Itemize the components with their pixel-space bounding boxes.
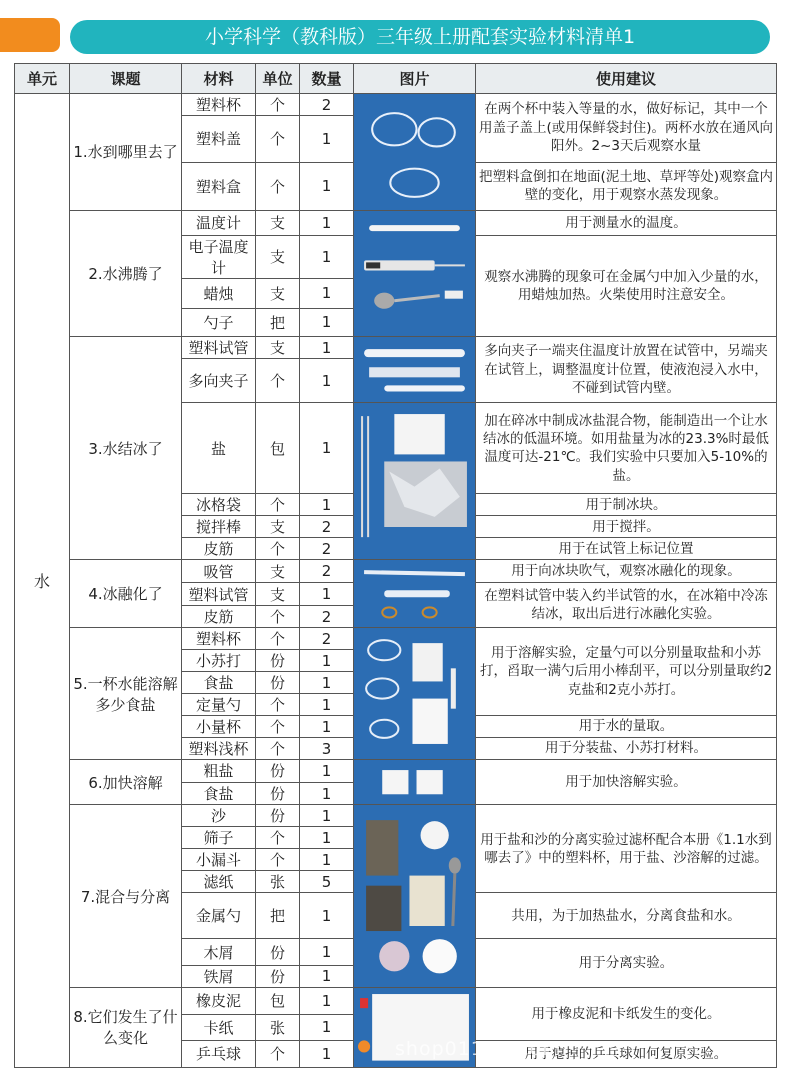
suggest-cell: 在塑料试管中装入约半试管的水，在冰箱中冷冻结冰，取出后进行冰融化实验。 (476, 583, 777, 628)
suggest-cell: 加在碎冰中制成冰盐混合物，能制造出一个让水结冰的低温环境。如用盐量为冰的23.3%时最低温度可达-21℃。我们实验中只要加入5-10%的盐。 (476, 403, 777, 494)
material-cell: 橡皮泥 (182, 987, 256, 1014)
unit-of-cell: 份 (256, 650, 300, 672)
qty-cell: 2 (300, 606, 354, 628)
materials-table (14, 63, 777, 1068)
unit-of-cell: 支 (256, 210, 300, 235)
unit-of-cell: 份 (256, 760, 300, 783)
table-row (15, 760, 777, 783)
unit-of-cell: 份 (256, 965, 300, 987)
table-row (15, 210, 777, 235)
unit-of-cell: 张 (256, 1014, 300, 1041)
material-cell: 塑料杯 (182, 94, 256, 116)
page-title: 小学科学（教科版）三年级上册配套实验材料清单1 (70, 20, 770, 54)
material-cell: 盐 (182, 403, 256, 494)
qty-cell: 1 (300, 162, 354, 210)
unit-of-cell: 个 (256, 94, 300, 116)
header-suggest: 使用建议 (476, 64, 777, 94)
unit-of-cell: 支 (256, 560, 300, 583)
unit-of-cell: 个 (256, 1041, 300, 1068)
material-cell: 食盐 (182, 782, 256, 805)
material-cell: 皮筋 (182, 606, 256, 628)
unit-of-cell: 个 (256, 716, 300, 738)
qty-cell: 2 (300, 516, 354, 538)
suggest-cell: 用于搅拌。 (476, 516, 777, 538)
material-cell: 小量杯 (182, 716, 256, 738)
qty-cell: 1 (300, 760, 354, 783)
photo-salt-packs (354, 760, 476, 805)
qty-cell: 2 (300, 628, 354, 650)
photo-separation-kit (354, 805, 476, 988)
lesson-name: 1.水到哪里去了 (70, 94, 182, 211)
material-cell: 塑料盖 (182, 116, 256, 162)
unit-of-cell: 包 (256, 403, 300, 494)
photo-test-tubes (354, 336, 476, 403)
material-cell: 吸管 (182, 560, 256, 583)
material-cell: 塑料试管 (182, 336, 256, 358)
material-cell: 塑料试管 (182, 583, 256, 606)
qty-cell: 1 (300, 694, 354, 716)
unit-cell: 水 (15, 94, 70, 1068)
suggest-cell: 用于加快溶解实验。 (476, 760, 777, 805)
unit-of-cell: 个 (256, 538, 300, 560)
suggest-cell: 用于向冰块吹气，观察冰融化的现象。 (476, 560, 777, 583)
header-row (15, 64, 777, 94)
header-lesson: 课题 (70, 64, 182, 94)
table-row (15, 560, 777, 583)
lesson-name: 5.一杯水能溶解多少食盐 (70, 628, 182, 760)
header-picture: 图片 (354, 64, 476, 94)
photo-cups (354, 94, 476, 211)
lesson-name: 7.混合与分离 (70, 805, 182, 988)
suggest-cell: 多向夹子一端夹住温度计放置在试管中，另端夹在试管上，调整温度计位置，使液泡浸入水中，不碰到试管内壁。 (476, 336, 777, 403)
table-row (15, 987, 777, 1014)
unit-of-cell: 个 (256, 359, 300, 403)
qty-cell: 1 (300, 650, 354, 672)
qty-cell: 1 (300, 278, 354, 308)
material-cell: 卡纸 (182, 1014, 256, 1041)
unit-of-cell: 把 (256, 308, 300, 336)
unit-of-cell: 支 (256, 278, 300, 308)
material-cell: 筛子 (182, 827, 256, 849)
qty-cell: 2 (300, 538, 354, 560)
qty-cell: 1 (300, 965, 354, 987)
table-row (15, 628, 777, 650)
unit-of-cell: 张 (256, 871, 300, 893)
material-cell: 皮筋 (182, 538, 256, 560)
unit-of-cell: 个 (256, 628, 300, 650)
unit-of-cell: 份 (256, 672, 300, 694)
qty-cell: 2 (300, 94, 354, 116)
lesson-name: 2.水沸腾了 (70, 210, 182, 336)
material-cell: 蜡烛 (182, 278, 256, 308)
material-cell: 铁屑 (182, 965, 256, 987)
material-cell: 塑料浅杯 (182, 738, 256, 760)
qty-cell: 1 (300, 827, 354, 849)
orange-tab (0, 18, 60, 52)
lesson-name: 3.水结冰了 (70, 336, 182, 560)
suggest-cell: 用于溶解实验，定量勺可以分别量取盐和小苏打，舀取一满勺后用小棒刮平，可以分别量取约2克盐和2克小苏打。 (476, 628, 777, 716)
suggest-cell: 用于瘪掉的乒乓球如何复原实验。 (476, 1041, 777, 1068)
qty-cell: 5 (300, 871, 354, 893)
header-unit: 单元 (15, 64, 70, 94)
suggest-cell: 把塑料盒倒扣在地面(泥土地、草坪等处)观察盒内壁的变化，用于观察水蒸发现象。 (476, 162, 777, 210)
unit-of-cell: 个 (256, 162, 300, 210)
material-cell: 勺子 (182, 308, 256, 336)
suggest-cell: 用于分装盐、小苏打材料。 (476, 738, 777, 760)
material-cell: 多向夹子 (182, 359, 256, 403)
suggest-cell: 用于盐和沙的分离实验过滤杯配合本册《1.1水到哪去了》中的塑料杯，用于盐、沙溶解的过滤。 (476, 805, 777, 893)
material-cell: 塑料杯 (182, 628, 256, 650)
unit-of-cell: 个 (256, 738, 300, 760)
suggest-cell: 共用，为于加热盐水，分离食盐和水。 (476, 893, 777, 939)
table-row (15, 336, 777, 358)
qty-cell: 1 (300, 116, 354, 162)
unit-of-cell: 支 (256, 235, 300, 278)
unit-of-cell: 支 (256, 516, 300, 538)
table-row (15, 94, 777, 116)
material-cell: 塑料盒 (182, 162, 256, 210)
qty-cell: 1 (300, 336, 354, 358)
unit-of-cell: 份 (256, 805, 300, 827)
lesson-name: 6.加快溶解 (70, 760, 182, 805)
qty-cell: 1 (300, 805, 354, 827)
unit-of-cell: 支 (256, 336, 300, 358)
material-cell: 木屑 (182, 939, 256, 966)
suggest-cell: 用于制冰块。 (476, 494, 777, 516)
unit-of-cell: 个 (256, 116, 300, 162)
photo-straws (354, 560, 476, 628)
material-cell: 电子温度计 (182, 235, 256, 278)
qty-cell: 1 (300, 716, 354, 738)
qty-cell: 1 (300, 403, 354, 494)
qty-cell: 2 (300, 560, 354, 583)
material-cell: 温度计 (182, 210, 256, 235)
unit-of-cell: 支 (256, 583, 300, 606)
qty-cell: 1 (300, 1014, 354, 1041)
header-unit-of: 单位 (256, 64, 300, 94)
qty-cell: 1 (300, 583, 354, 606)
material-cell: 乒乓球 (182, 1041, 256, 1068)
qty-cell: 3 (300, 738, 354, 760)
qty-cell: 1 (300, 939, 354, 966)
header-qty: 数量 (300, 64, 354, 94)
photo-salt-soda (354, 628, 476, 760)
suggest-cell: 用于水的量取。 (476, 716, 777, 738)
suggest-cell: 观察水沸腾的现象可在金属勺中加入少量的水，用蜡烛加热。火柴使用时注意安全。 (476, 235, 777, 336)
lesson-name: 8.它们发生了什么变化 (70, 987, 182, 1067)
qty-cell: 1 (300, 893, 354, 939)
material-cell: 小苏打 (182, 650, 256, 672)
unit-of-cell: 份 (256, 939, 300, 966)
unit-of-cell: 份 (256, 782, 300, 805)
unit-of-cell: 包 (256, 987, 300, 1014)
qty-cell: 1 (300, 1041, 354, 1068)
photo-salt-bags (354, 403, 476, 560)
qty-cell: 1 (300, 210, 354, 235)
watermark: shop0117...com (395, 1038, 562, 1060)
material-cell: 搅拌棒 (182, 516, 256, 538)
qty-cell: 1 (300, 308, 354, 336)
material-cell: 冰格袋 (182, 494, 256, 516)
suggest-cell: 用于测量水的温度。 (476, 210, 777, 235)
qty-cell: 1 (300, 782, 354, 805)
suggest-cell: 在两个杯中装入等量的水，做好标记，其中一个用盖子盖上(或用保鲜袋封住)。两杯水放在通风向阳外。2~3天后观察水量 (476, 94, 777, 163)
suggest-cell: 用于在试管上标记位置 (476, 538, 777, 560)
qty-cell: 1 (300, 849, 354, 871)
material-cell: 金属勺 (182, 893, 256, 939)
material-cell: 定量勺 (182, 694, 256, 716)
qty-cell: 1 (300, 672, 354, 694)
material-cell: 沙 (182, 805, 256, 827)
unit-of-cell: 个 (256, 827, 300, 849)
photo-thermometers (354, 210, 476, 336)
qty-cell: 1 (300, 987, 354, 1014)
suggest-cell: 用于橡皮泥和卡纸发生的变化。 (476, 987, 777, 1040)
unit-of-cell: 个 (256, 694, 300, 716)
qty-cell: 1 (300, 235, 354, 278)
material-cell: 粗盐 (182, 760, 256, 783)
unit-of-cell: 个 (256, 849, 300, 871)
unit-of-cell: 个 (256, 606, 300, 628)
table-row (15, 805, 777, 827)
header-material: 材料 (182, 64, 256, 94)
suggest-cell: 用于分离实验。 (476, 939, 777, 988)
qty-cell: 1 (300, 494, 354, 516)
unit-of-cell: 把 (256, 893, 300, 939)
material-cell: 小漏斗 (182, 849, 256, 871)
unit-of-cell: 个 (256, 494, 300, 516)
lesson-name: 4.冰融化了 (70, 560, 182, 628)
material-cell: 滤纸 (182, 871, 256, 893)
qty-cell: 1 (300, 359, 354, 403)
material-cell: 食盐 (182, 672, 256, 694)
